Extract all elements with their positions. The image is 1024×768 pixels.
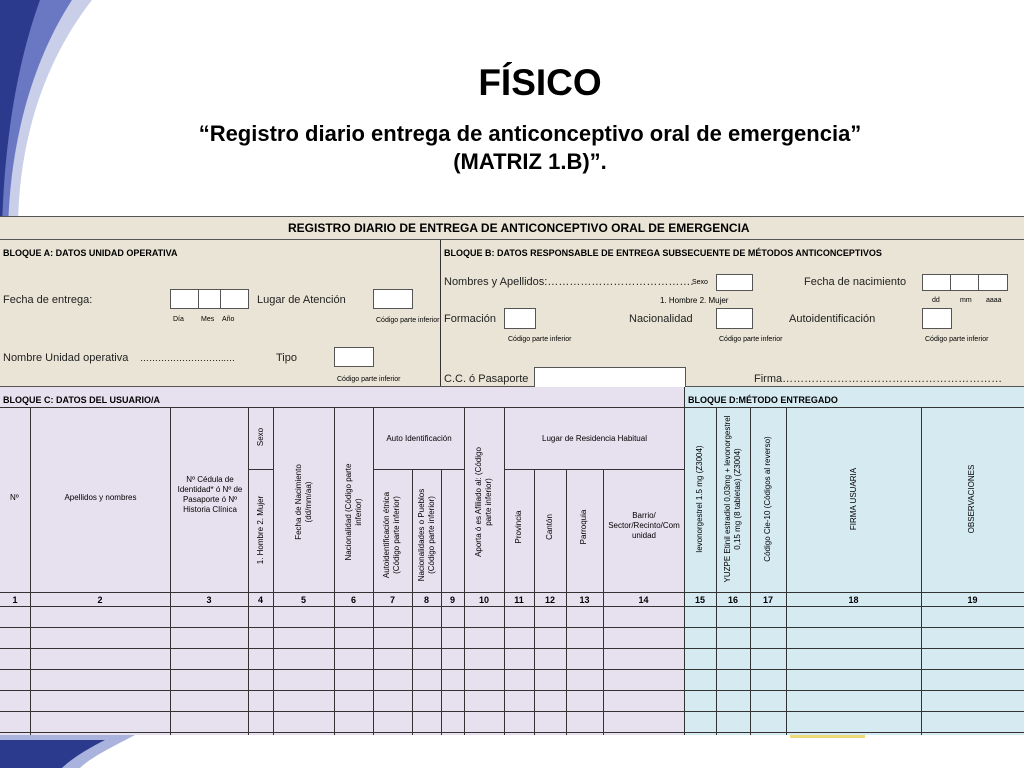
slide-subtitle [110,120,950,176]
lugar-atencion-label: Lugar de Atención [257,294,346,306]
col-observaciones-header: OBSERVACIONES [967,464,976,534]
nombres-apellidos-field[interactable]: Nombres y Apellidos:…………………………………. [444,276,694,288]
col-number-13: 13 [579,595,590,605]
formacion-codigo-note: Código parte inferior [508,336,572,343]
col-number-1: 1 [12,595,18,605]
nombre-unidad-label [3,352,128,364]
sexo-label: Sexo [692,279,708,286]
dd-label: dd [932,297,940,304]
col-sexo-header: Sexo [256,427,265,447]
formacion-field[interactable] [504,308,536,329]
col-firma-usuaria-header: FIRMA USUARIA [849,467,858,531]
col-barrio-header: Barrio/ Sector/Recinto/Com unidad [608,511,680,540]
table-row[interactable] [0,691,1024,711]
col-cedula-header: Nº Cédula de Identidad* ó Nº de Pasaporte ó Nº Historia Clínica [177,475,243,514]
col-number-4: 4 [257,595,263,605]
col-fecha-nac-header: Fecha de Nacimiento (dd/mm/aa) [294,464,313,540]
form-title-bar [0,217,1024,240]
col-number-11: 11 [514,595,524,605]
fecha-nacimiento-label: Fecha de nacimiento [804,276,907,288]
table-row[interactable] [0,649,1024,669]
tipo-codigo-note: Código parte inferior [337,376,401,383]
nombre-unidad-field[interactable]: ………………………..… [140,353,236,363]
bloque-c-header: BLOQUE C: DATOS DEL USUARIO/A [3,395,161,405]
col-lugar-residencia-header: Lugar de Residencia Habitual [542,434,647,443]
col-number-3: 3 [206,595,212,605]
registration-form [0,216,1024,735]
col-number-17: 17 [762,595,773,605]
col-provincia-header: Provincia [514,510,523,544]
col-number-12: 12 [544,595,555,605]
table-row[interactable] [0,670,1024,690]
firma-field[interactable]: Firma…………………………………………………… [754,373,1003,385]
col-no-header: Nº [10,493,19,502]
col-number-6: 6 [350,595,356,605]
fecha-entrega-day-field[interactable] [170,289,199,309]
table-row[interactable] [0,607,1024,627]
col-apellidos-header: Apellidos y nombres [64,493,137,502]
col-number-5: 5 [300,595,306,605]
col-cie10-header: Código Cie-10 (Códigos al reverso) [763,436,772,562]
col-auto-identificacion-header: Auto Identificación [386,434,452,443]
col-yuzpe-header: YUZPE Etinil estradiol 0,03mg + levonorgestrel 0,15 mg (8 tabletas) (Z3004) [723,415,742,583]
col-canton-header: Cantón [545,514,554,540]
anio-label: Año [222,316,235,323]
fecha-nac-mm-field[interactable] [950,274,979,291]
cc-pasaporte-field[interactable] [534,367,686,388]
bloque-d-header: BLOQUE D:MÉTODO ENTREGADO [688,395,838,405]
bloque-a-header: BLOQUE A: DATOS UNIDAD OPERATIVA [3,248,178,258]
nacionalidad-label: Nacionalidad [629,313,693,325]
slide-title: FÍSICO [478,62,602,103]
subtitle-line-1: “Registro diario entrega de anticonceptivo oral de emergencia” [198,121,862,146]
autoid-codigo-note: Código parte inferior [925,336,989,343]
subtitle-line-2: (MATRIZ 1.B)”. [453,149,607,174]
col-number-14: 14 [638,595,649,605]
fecha-entrega-label: Fecha de entrega: [3,294,93,306]
nacionalidad-codigo-note: Código parte inferior [719,336,783,343]
bloque-b-header: BLOQUE B: DATOS RESPONSABLE DE ENTREGA SUBSECUENTE DE MÉTODOS ANTICONCEPTIVOS [444,248,882,258]
fecha-entrega-month-field[interactable] [198,289,221,309]
col-levonorgestrel-header: levonorgestrel 1.5 mg (Z3004) [695,445,704,553]
formacion-label: Formación [444,313,496,325]
mes-label: Mes [201,316,215,323]
tipo-field[interactable] [334,347,374,367]
tipo-label: Tipo [276,352,297,364]
nombre-unidad-text: Nombre Unidad operativa [3,352,129,364]
sexo-options: 1. Hombre 2. Mujer [660,296,729,305]
sexo-field[interactable] [716,274,753,291]
nacionalidad-field[interactable] [716,308,753,329]
bloque-a-panel [0,240,440,386]
lugar-codigo-note: Código parte inferior [376,317,440,324]
col-parroquia-header: Parroquia [579,509,588,545]
mm-label: mm [960,297,972,304]
table-row[interactable] [0,628,1024,648]
lugar-atencion-field[interactable] [373,289,413,309]
col-number-16: 16 [727,595,738,605]
col-number-15: 15 [694,595,705,605]
dia-label: Día [173,316,184,323]
col-aporta-header: Aporta ó es Afiliado al: (Código parte inferior) [474,447,493,557]
col-number-18: 18 [848,595,859,605]
cc-pasaporte-label: C.C. ó Pasaporte [444,373,529,385]
col-sexo-options: 1. Hombre 2. Mujer [256,495,265,565]
fecha-entrega-year-field[interactable] [220,289,249,309]
col-number-19: 19 [967,595,978,605]
col-nacionalidad-header: Nacionalidad (Código parte inferior) [344,463,363,561]
col-number-8: 8 [423,595,429,605]
fecha-nac-dd-field[interactable] [922,274,951,291]
table-row[interactable] [0,712,1024,732]
col-number-7: 7 [389,595,395,605]
col-number-10: 10 [478,595,489,605]
col-number-2: 2 [97,595,103,605]
col-nacionalidades-pueblos-header: Nacionalidades o Pueblos (Código parte inferior) [417,488,436,582]
autoidentificacion-label: Autoidentificación [789,313,876,325]
form-title: REGISTRO DIARIO DE ENTREGA DE ANTICONCEPTIVO ORAL DE EMERGENCIA [288,221,750,235]
col-number-9: 9 [449,595,455,605]
fecha-nac-aaaa-field[interactable] [978,274,1008,291]
col-autoid-etnica-header: Autoidentificación étnica (Código parte inferior) [382,491,401,579]
aaaa-label: aaaa [986,297,1002,304]
autoidentificacion-field[interactable] [922,308,952,329]
